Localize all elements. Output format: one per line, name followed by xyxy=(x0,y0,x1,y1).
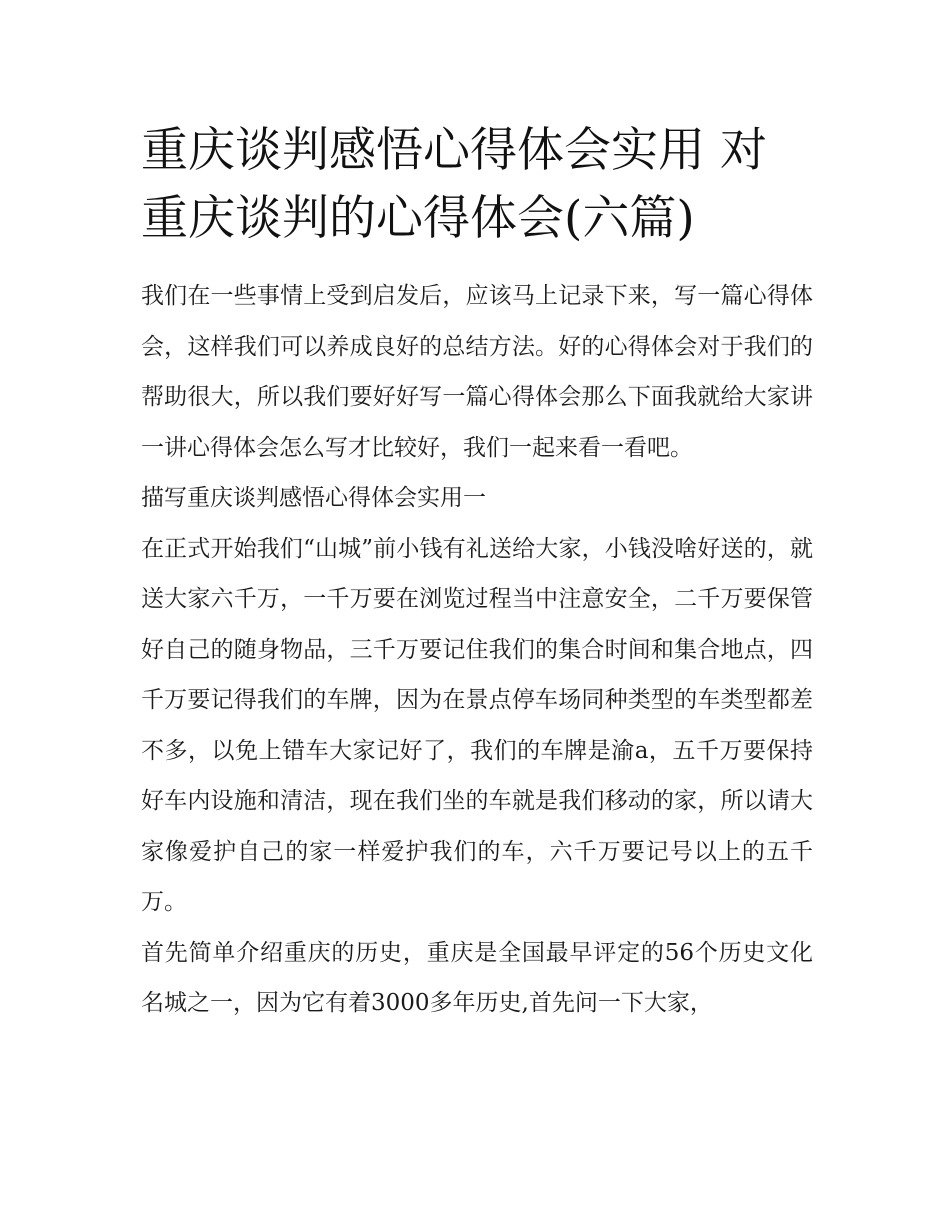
intro-paragraph: 我们在一些事情上受到启发后，应该马上记录下来，写一篇心得体会，这样我们可以养成良好的总结方法。好的心得体会对于我们的帮助很大，所以我们要好好写一篇心得体会那么下面我就给大家讲一讲心得体会怎么写才比较好，我们一起来看一看吧。 xyxy=(141,283,813,461)
document-body xyxy=(141,271,813,1029)
document-title: 重庆谈判感悟心得体会实用 对重庆谈判的心得体会(六篇) xyxy=(141,123,767,246)
body-paragraph-1: 在正式开始我们“山城”前小钱有礼送给大家，小钱没啥好送的，就送大家六千万，一千万要在浏览过程当中注意安全，二千万要保管好自己的随身物品，三千万要记住我们的集合时间和集合地点，四千万要记得我们的车牌，因为在景点停车场同种类型的车类型都差不多，以免上错车大家记好了，我们的车牌是渝a，五千万要保持好车内设施和清洁，现在我们坐的车就是我们移动的家，所以请大家像爱护自己的家一样爱护我们的车，六千万要记号以上的五千万。 xyxy=(141,535,813,915)
body-paragraph-2: 首先简单介绍重庆的历史，重庆是全国最早评定的56个历史文化名城之一，因为它有着3000多年历史,首先问一下大家， xyxy=(141,939,813,1016)
section-heading: 描写重庆谈判感悟心得体会实用一 xyxy=(141,485,486,511)
document-content xyxy=(141,117,813,1029)
